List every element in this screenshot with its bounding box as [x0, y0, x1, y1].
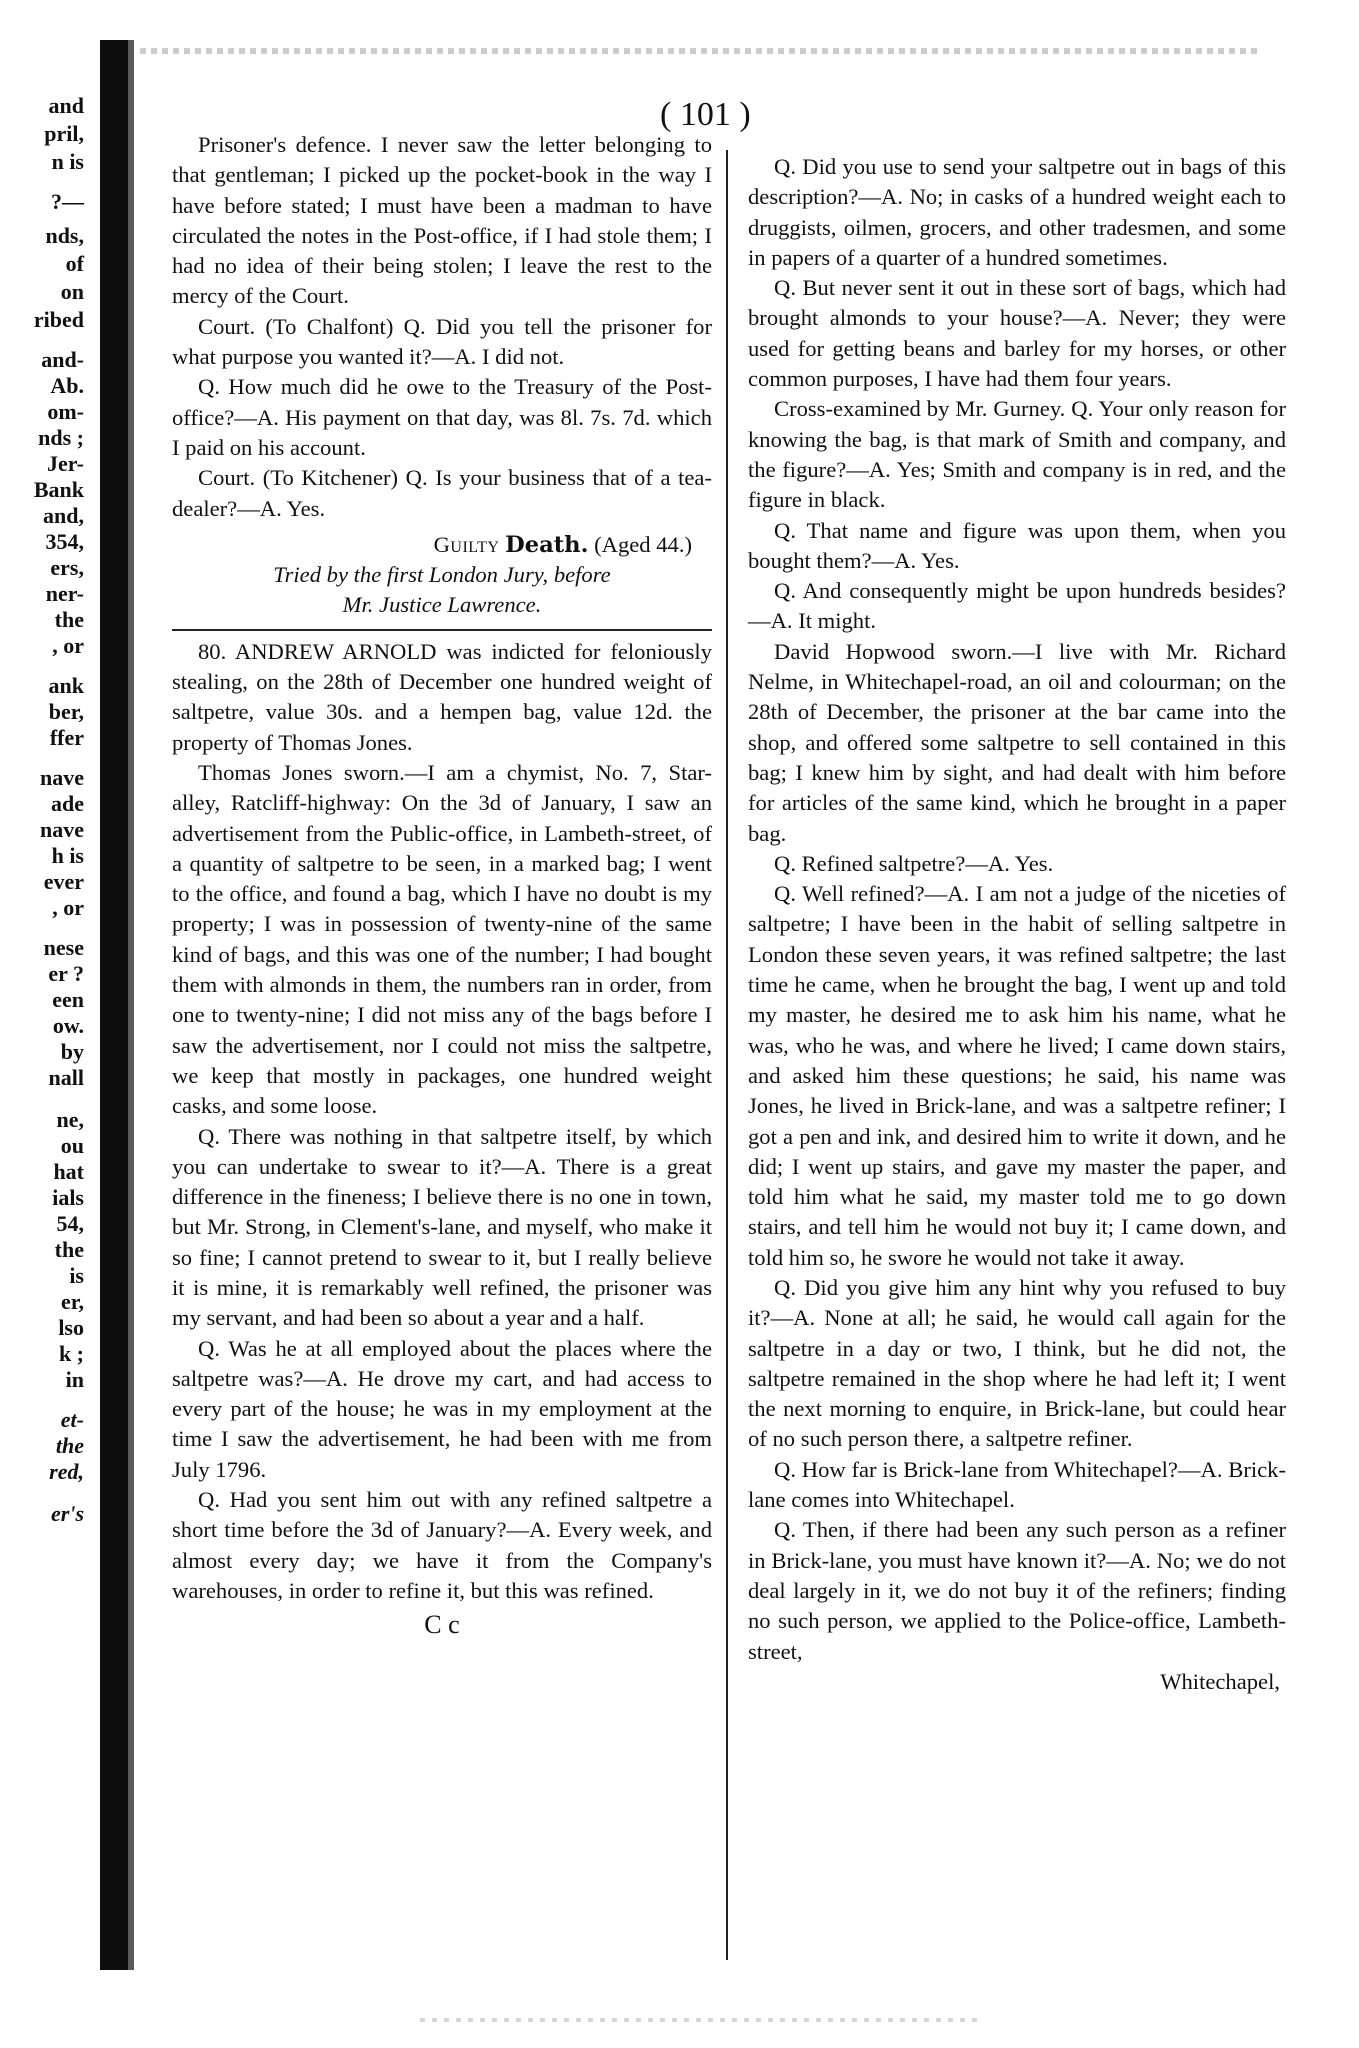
margin-fragment: er, [60, 1289, 84, 1314]
margin-fragment: ever [43, 869, 84, 894]
margin-fragment: , or [52, 633, 84, 658]
margin-fragment: nds ; [38, 425, 84, 450]
verdict-guilty: Guilty [433, 531, 500, 557]
margin-fragment: h is [51, 843, 84, 868]
margin-fragment: and- [41, 347, 84, 372]
margin-fragment: nese [43, 935, 84, 960]
margin-fragment: nall [48, 1065, 84, 1090]
margin-fragment: ou [60, 1133, 84, 1158]
margin-fragment: the [54, 1237, 84, 1262]
margin-fragment: 354, [45, 529, 84, 554]
prisoner-defence-paragraph: Prisoner's defence. I never saw the letter belonging to that gentleman; I picked up the pocket-book in the way I have before stated; I must have been a madman to have circulated the notes in the Post-office, if I had stole them; I had no idea of their being stolen; I leave the rest to the mercy of the Court. [172, 132, 712, 309]
signature-mark: C c [424, 1610, 460, 1640]
brick-lane-question: Q. How far is Brick-lane from Whitechapel?—A. Brick-lane comes into Whitechapel. [748, 1456, 1286, 1513]
book-spine-edge [128, 40, 134, 1970]
margin-fragment: pril, [44, 121, 84, 146]
margin-fragment: ?— [51, 189, 84, 214]
refined-saltpetre-question: Q. Had you sent him out with any refined saltpetre a short time before the 3d of January?—A. Every week, and almost every day; we have it from the Company's warehouses, in order to refine it, but this was refined. [172, 1487, 712, 1603]
margin-fragment: ffer [49, 725, 84, 750]
margin-fragment: ials [52, 1185, 84, 1210]
margin-fragment: k ; [58, 1341, 84, 1366]
margin-fragment: et- [60, 1407, 84, 1432]
margin-fragment: the [54, 607, 84, 632]
well-refined-answer: Q. Well refined?—A. I am not a judge of the niceties of saltpetre; I have been in the habit of selling saltpetre in London these seven years, it was refined saltpetre; the last time he came, when he brought the bag, I went up and told my master, he desired me to ask him his name, what he was, who he was, and where he lived; I came down stairs, and asked him these questions; he said, his name was Jones, he lived in Brick-lane, and was a saltpetre refiner; I got a pen and ink, and desired him to write it down, and he did; I went up stairs, and gave my master the paper, and told him what he said, my master told me to go down stairs, and tell him he would not buy it; I came down, and told him so, he swore he would not take it away. [748, 881, 1286, 1270]
left-column [172, 130, 712, 1641]
hint-question: Q. Did you give him any hint why you refused to buy it?—A. None at all; he said, he would call again for the saltpetre in a day or two, I think, but he did not, the saltpetre remained in the shop where he had left it; I went the next morning to enquire, in Brick-lane, but could hear of no such person there, a saltpetre refiner. [748, 1274, 1286, 1452]
facing-page-margin [0, 95, 92, 1975]
margin-fragment: lso [58, 1315, 84, 1340]
verdict-line [172, 530, 712, 560]
name-figure-question: Q. That name and figure was upon them, when you bought them?—A. Yes. [748, 517, 1286, 573]
hundreds-question: Q. And consequently might be upon hundreds besides?—A. It might. [748, 578, 1286, 634]
margin-fragment: hat [53, 1159, 84, 1184]
margin-fragment: een [52, 987, 84, 1012]
margin-fragment: nds, [45, 223, 84, 248]
margin-fragment: the [55, 1433, 84, 1458]
david-hopwood-testimony: David Hopwood sworn.—I live with Mr. Richard Nelme, in Whitechapel-road, an oil and colourman; on the 28th of December, the prisoner at the bar came into the shop, and offered some saltpetre to sell contained in this bag; I knew him by sight, and had dealt with him before for articles of the same kind, which he brought in a paper bag. [748, 638, 1286, 846]
margin-fragment: er's [51, 1501, 84, 1526]
margin-fragment: ade [51, 791, 84, 816]
margin-fragment: on [60, 279, 84, 304]
scan-bottom-edge [420, 2018, 980, 2022]
column-rule [726, 150, 728, 1960]
margin-fragment: nave [40, 765, 84, 790]
catchword: Whitechapel, [1160, 1668, 1280, 1694]
treasury-question: Q. How much did he owe to the Treasury of the Post-office?—A. His payment on that day, was 8l. 7s. 7d. which I paid on his account. [172, 374, 712, 460]
margin-fragment: in [65, 1367, 84, 1392]
refined-question: Q. Refined saltpetre?—A. Yes. [774, 850, 1054, 876]
court-question-chalfont: Court. (To Chalfont) Q. Did you tell the prisoner for what purpose you wanted it?—A. I did not. [172, 313, 712, 370]
tried-by-line-2: Mr. Justice Lawrence. [342, 592, 542, 618]
margin-fragment: Jer- [46, 451, 84, 476]
margin-fragment: om- [47, 399, 84, 424]
cross-examination: Cross-examined by Mr. Gurney. Q. Your only reason for knowing the bag, is that mark of Smith and company, and the figure?—A. Yes; Smith and company is in red, and the figure in black. [748, 396, 1286, 513]
refiner-question: Q. Then, if there had been any such person as a refiner in Brick-lane, you must have known it?—A. No; we do not deal largely in it, we do not buy it of the refiners; finding no such person, we applied to the Police-office, Lambeth-street, [748, 1517, 1286, 1664]
margin-fragment: Ab. [50, 373, 84, 398]
margin-fragment: er ? [48, 961, 84, 986]
right-column [748, 152, 1286, 1697]
margin-fragment: , or [52, 895, 84, 920]
margin-fragment: red, [49, 1459, 84, 1484]
margin-fragment: ne, [56, 1107, 84, 1132]
thomas-jones-testimony: Thomas Jones sworn.—I am a chymist, No. 7, Star-alley, Ratcliff-highway: On the 3d of January, I saw an advertisement from the Public-office, in Lambeth-street, of a quantity of saltpetre to be seen, in a marked bag; I went to the office, and found a bag, which I have no doubt is my property; I was in possession of twenty-nine of the same kind of bags, and this was one of the number; I had bought them with almonds in them, the numbers ran in order, from one to twenty-nine; I did not miss any of the bags before I saw the advertisement, nor I could not miss the saltpetre, we keep that mostly in packages, one hundred weight casks, and some loose. [172, 759, 712, 1119]
bags-question: Q. Did you use to send your saltpetre out in bags of this description?—A. No; in casks of a hundred weight each to druggists, oilmen, grocers, and other tradesmen, and some in papers of a quarter of a hundred sometimes. [748, 154, 1286, 270]
margin-fragment: of [65, 251, 84, 276]
margin-fragment: n is [51, 149, 84, 174]
employment-question: Q. Was he at all employed about the places where the saltpetre was?—A. He drove my cart, and had access to every part of the house; he was in my employment at the time I saw the advertisement, he had been with me from July 1796. [172, 1335, 712, 1482]
margin-fragment: and, [43, 503, 84, 528]
page-number: ( 101 ) [660, 96, 751, 133]
margin-fragment: ner- [45, 581, 84, 606]
indictment-paragraph: 80. ANDREW ARNOLD was indicted for feloniously stealing, on the 28th of December one hundred weight of saltpetre, value 30s. and a hempen bag, value 12d. the property of Thomas Jones. [172, 638, 712, 755]
scan-top-edge [140, 48, 1260, 54]
almond-bags-question: Q. But never sent it out in these sort of bags, which had brought almonds to your house?—A. Never; they were used for getting beans and barley for my horses, or other common purposes, I have had them four years. [748, 275, 1286, 392]
verdict-death: Death. [505, 531, 589, 558]
verdict-age: (Aged 44.) [594, 531, 692, 557]
saltpetre-fineness-question: Q. There was nothing in that saltpetre itself, by which you can undertake to swear to it?—A. There is a great difference in the fineness; I believe there is no one in town, but Mr. Strong, in Clement's-lane, and myself, who make it so fine; I cannot pretend to swear to it, but I really believe it is mine, it is remarkably well refined, the prisoner was my servant, and had been so about a year and a half. [172, 1123, 712, 1331]
margin-fragment: is [69, 1263, 84, 1288]
margin-fragment: ow. [52, 1013, 84, 1038]
margin-fragment: Bank [33, 477, 84, 502]
margin-fragment: by [60, 1039, 84, 1064]
margin-fragment: nave [40, 817, 84, 842]
margin-fragment: ank [48, 673, 84, 698]
margin-fragment: 54, [56, 1211, 84, 1236]
book-spine-shadow [100, 40, 128, 1970]
tried-by-line-1: Tried by the first London Jury, before [273, 562, 611, 588]
margin-fragment: and [48, 95, 84, 118]
margin-fragment: ber, [48, 699, 84, 724]
margin-fragment: ribed [33, 307, 84, 332]
court-question-kitchener: Court. (To Kitchener) Q. Is your business that of a tea-dealer?—A. Yes. [172, 465, 712, 521]
margin-fragment: ers, [50, 555, 84, 580]
case-divider [172, 629, 712, 631]
